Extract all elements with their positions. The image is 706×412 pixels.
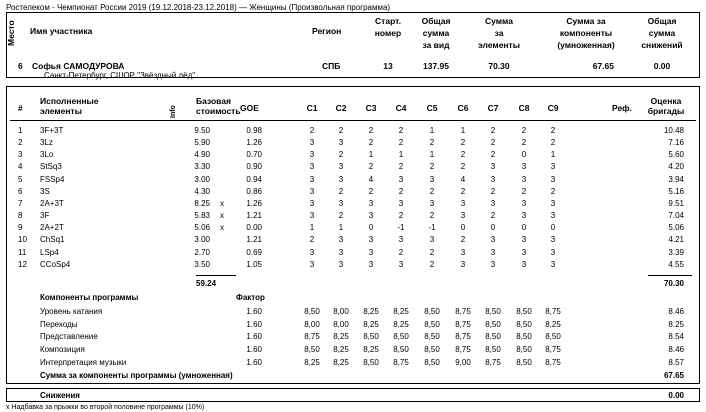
num-header: #: [18, 103, 23, 113]
element-name: CCoSp4: [40, 259, 71, 269]
component-name: Представление: [40, 332, 98, 342]
elements-base-total: 59.24: [196, 279, 217, 288]
score-header-2: бригады: [647, 106, 685, 116]
component-judge-score: 8,50: [485, 319, 501, 329]
judge-score: 3: [338, 174, 344, 184]
base-total-rule: [196, 275, 236, 276]
elements-header-2: за: [494, 28, 504, 38]
judge-score: 2: [490, 150, 496, 160]
judge-score: 3: [368, 235, 374, 245]
element-name: StSq3: [40, 162, 62, 172]
element-base-value: 3.00: [194, 235, 210, 245]
element-base-value: 9.50: [194, 126, 210, 135]
components-title: Компоненты программы: [40, 293, 139, 302]
component-judge-score: 8,50: [363, 332, 379, 342]
element-name: 2A+3T: [40, 198, 64, 208]
component-factor: 1.60: [246, 307, 262, 316]
judge-score: 3: [309, 247, 315, 257]
judge-score: 2: [490, 138, 496, 148]
judge-score: 3: [398, 174, 404, 184]
component-judge-score: 8,50: [485, 332, 501, 342]
total-header-1: Общая: [421, 16, 451, 26]
judge-score: 3: [368, 198, 374, 208]
elements-col-header-2: элементы: [40, 106, 82, 116]
judge-score: 1: [368, 150, 374, 160]
judge-score: 3: [309, 174, 315, 184]
component-judge-score: 8,00: [333, 307, 349, 316]
info-header: Info: [170, 105, 177, 118]
judge-score: 2: [460, 162, 466, 172]
judge-score: 2: [398, 138, 404, 148]
element-goe: 0.69: [246, 247, 262, 257]
deductions-header-3: снижений: [641, 40, 683, 50]
component-judge-score: 8,25: [333, 332, 349, 342]
judge-score: 2: [521, 138, 527, 148]
judge-score: 3: [338, 138, 344, 148]
factor-header: Фактор: [236, 293, 265, 302]
component-score: 8.54: [668, 332, 684, 342]
component-judge-score: 8,25: [333, 357, 349, 367]
judge-score: 3: [398, 198, 404, 208]
component-factor: 1.60: [246, 345, 262, 355]
element-score: 10.48: [663, 126, 684, 135]
judge-score: -1: [428, 223, 436, 233]
judge-score: 2: [521, 186, 527, 196]
component-judge-score: 8,25: [363, 345, 379, 355]
components-total-label: Сумма за компоненты программы (умноженная): [40, 371, 233, 380]
element-score: 7.04: [668, 211, 684, 221]
skater-name: Софья САМОДУРОВА: [32, 61, 125, 71]
judge-score: 0: [490, 223, 496, 233]
component-judge-score: 8,25: [363, 307, 379, 316]
component-judge-score: 8,75: [545, 345, 561, 355]
judge-score: 3: [550, 247, 556, 257]
element-goe: 1.21: [246, 235, 262, 245]
component-factor: 1.60: [246, 319, 262, 329]
judge-score: 3: [521, 259, 527, 269]
component-score: 8.57: [668, 357, 684, 367]
judge-score: 1: [550, 150, 556, 160]
goe-header: GOE: [240, 103, 259, 113]
elements-header-3: элементы: [478, 40, 520, 50]
judge-score: 1: [338, 223, 344, 233]
judge-score: 3: [368, 259, 374, 269]
element-score: 4.55: [668, 259, 684, 269]
judge-score: 3: [460, 198, 466, 208]
components-header-1: Сумма за: [566, 16, 606, 26]
judge-score: 3: [429, 174, 435, 184]
skater-components-score: 67.65: [592, 61, 614, 71]
judge-score: 2: [550, 138, 556, 148]
element-base-value: 8.25: [194, 198, 210, 208]
judge-score: 2: [460, 186, 466, 196]
skater-total: 137.95: [423, 61, 449, 71]
judge-score: 3: [521, 211, 527, 221]
bonus-marker: x: [220, 223, 224, 233]
component-name: Переходы: [40, 319, 78, 329]
component-score: 8.46: [668, 307, 684, 316]
skater-club: Санкт-Петербург, СШОР "Звёздный лёд": [44, 71, 196, 80]
judge-score: 3: [521, 174, 527, 184]
component-judge-score: 8,50: [516, 357, 532, 367]
element-score: 4.20: [668, 162, 684, 172]
element-score: 3.94: [668, 174, 684, 184]
element-base-value: 2.70: [194, 247, 210, 257]
component-judge-score: 8,50: [516, 332, 532, 342]
skater-deductions: 0.00: [653, 61, 671, 71]
judge-score: 3: [490, 259, 496, 269]
component-name: Композиция: [40, 345, 85, 355]
name-header: Имя участника: [30, 26, 93, 36]
element-name: ChSq1: [40, 235, 65, 245]
element-goe: 1.21: [246, 211, 262, 221]
judge-score: 2: [368, 162, 374, 172]
components-header-2: компоненты: [559, 28, 613, 38]
judge-score: 3: [338, 198, 344, 208]
judge-score: 3: [338, 235, 344, 245]
component-judge-score: 8,75: [545, 307, 561, 316]
component-judge-score: 8,75: [455, 319, 471, 329]
judge-score: 3: [368, 247, 374, 257]
bonus-marker: x: [220, 211, 224, 221]
element-number: 10: [18, 235, 27, 245]
component-judge-score: 8,50: [424, 357, 440, 367]
element-name: LSp4: [40, 247, 59, 257]
judge-score: 1: [309, 223, 315, 233]
element-number: 1: [18, 126, 23, 135]
components-total-value: 67.65: [663, 371, 684, 380]
judge-score: 3: [490, 162, 496, 172]
element-score: 5.60: [668, 150, 684, 160]
score-header-1: Оценка: [650, 96, 682, 106]
judge-score: 2: [490, 211, 496, 221]
skater-region: СПБ: [322, 61, 341, 71]
component-judge-score: 8,50: [363, 357, 379, 367]
element-number: 4: [18, 162, 23, 172]
footnote: x Надбавка за прыжки во второй половине программы (10%): [6, 404, 205, 411]
score-total-rule: [648, 275, 692, 276]
judge-header-2: С2: [335, 103, 347, 113]
judge-score: 3: [550, 162, 556, 172]
component-factor: 1.60: [246, 357, 262, 367]
element-goe: 0.90: [246, 162, 262, 172]
element-goe: 0.98: [246, 126, 262, 135]
component-judge-score: 8,25: [363, 319, 379, 329]
element-name: FSSp4: [40, 174, 65, 184]
place-header: Место: [6, 20, 16, 46]
judge-score: 3: [490, 247, 496, 257]
component-judge-score: 8,50: [516, 319, 532, 329]
element-number: 3: [18, 150, 23, 160]
judge-score: 3: [550, 174, 556, 184]
deductions-box: [6, 388, 700, 402]
judge-score: 3: [429, 235, 435, 245]
element-score: 4.21: [668, 235, 684, 245]
element-goe: 1.05: [246, 259, 262, 269]
judge-header-5: С5: [426, 103, 438, 113]
component-score: 8.46: [668, 345, 684, 355]
judge-score: 2: [460, 150, 466, 160]
judge-score: 3: [521, 247, 527, 257]
judge-score: 2: [429, 259, 435, 269]
element-goe: 1.26: [246, 138, 262, 148]
element-number: 7: [18, 198, 23, 208]
judge-header-9: С9: [547, 103, 559, 113]
component-judge-score: 8,25: [304, 357, 320, 367]
element-base-value: 5.06: [194, 223, 210, 233]
judge-score: 2: [398, 126, 404, 135]
judge-score: 2: [338, 186, 344, 196]
component-judge-score: 8,75: [455, 307, 471, 316]
component-judge-score: 8,50: [424, 319, 440, 329]
element-base-value: 3.30: [194, 162, 210, 172]
judge-score: 3: [521, 198, 527, 208]
component-judge-score: 8,75: [393, 357, 409, 367]
element-base-value: 4.30: [194, 186, 210, 196]
judge-score: 0: [460, 223, 466, 233]
component-judge-score: 8,50: [424, 345, 440, 355]
judge-score: 2: [550, 126, 556, 135]
region-header: Регион: [312, 26, 342, 36]
judge-score: 2: [521, 126, 527, 135]
judge-score: 0: [521, 150, 527, 160]
elements-header-1: Сумма: [485, 16, 513, 26]
judge-header-4: С4: [395, 103, 407, 113]
judge-score: 3: [309, 162, 315, 172]
element-goe: 0.00: [246, 223, 262, 233]
element-goe: 0.86: [246, 186, 262, 196]
judge-score: 1: [429, 126, 435, 135]
judge-score: 2: [460, 138, 466, 148]
ref-header: Реф.: [612, 103, 632, 113]
judge-score: 2: [398, 247, 404, 257]
component-name: Уровень катания: [40, 307, 103, 316]
judge-score: 2: [429, 186, 435, 196]
element-score: 7.16: [668, 138, 684, 148]
element-name: 3Lz: [40, 138, 53, 148]
component-judge-score: 8,75: [455, 345, 471, 355]
start-header-1: Старт.: [375, 16, 401, 26]
skater-elements-score: 70.30: [488, 61, 510, 71]
judge-header-6: С6: [457, 103, 469, 113]
judge-score: 3: [309, 186, 315, 196]
element-number: 5: [18, 174, 23, 184]
judge-score: 3: [338, 247, 344, 257]
component-judge-score: 9,00: [455, 357, 471, 367]
judge-score: 2: [460, 235, 466, 245]
deductions-label: Снижения: [40, 391, 80, 400]
component-judge-score: 8,75: [455, 332, 471, 342]
element-score: 5.06: [668, 223, 684, 233]
element-goe: 1.26: [246, 198, 262, 208]
element-number: 6: [18, 186, 23, 196]
judge-score: 2: [429, 138, 435, 148]
competition-title: Ростелеком - Чемпионат России 2019 (19.12.2018-23.12.2018) — Женщины (Произвольная программа): [6, 3, 391, 12]
component-judge-score: 8,50: [304, 345, 320, 355]
judge-score: 3: [368, 211, 374, 221]
deductions-header-1: Общая: [647, 16, 677, 26]
element-name: 2A+2T: [40, 223, 64, 233]
component-judge-score: 8,75: [485, 357, 501, 367]
judge-score: 3: [550, 198, 556, 208]
judge-score: 3: [521, 162, 527, 172]
judge-score: 2: [398, 186, 404, 196]
component-judge-score: 8,50: [545, 332, 561, 342]
element-base-value: 5.83: [194, 211, 210, 221]
element-name: 3F: [40, 211, 50, 221]
element-base-value: 3.00: [194, 174, 210, 184]
skater-start-no: 13: [383, 61, 393, 71]
element-base-value: 5.90: [194, 138, 210, 148]
judge-score: 3: [490, 174, 496, 184]
element-name: 3F+3T: [40, 126, 64, 135]
judge-score: 3: [309, 198, 315, 208]
judge-header-8: С8: [518, 103, 530, 113]
judge-score: 2: [429, 211, 435, 221]
component-judge-score: 8,00: [333, 319, 349, 329]
judge-header-3: С3: [365, 103, 377, 113]
header-rule: [10, 120, 696, 121]
judge-score: 3: [398, 259, 404, 269]
component-score: 8.25: [668, 319, 684, 329]
component-judge-score: 8,50: [424, 332, 440, 342]
judge-score: 2: [309, 126, 315, 135]
judge-score: 1: [460, 126, 466, 135]
component-judge-score: 8,25: [393, 307, 409, 316]
element-name: 3Lo: [40, 150, 54, 160]
total-header-3: за вид: [422, 40, 450, 50]
judge-score: 3: [309, 150, 315, 160]
component-judge-score: 8,50: [485, 345, 501, 355]
element-number: 2: [18, 138, 23, 148]
element-base-value: 3.50: [194, 259, 210, 269]
element-number: 12: [18, 259, 27, 269]
judge-score: 1: [398, 150, 404, 160]
components-header-3: (умноженная): [557, 40, 615, 50]
component-judge-score: 8,50: [304, 307, 320, 316]
judge-score: 3: [490, 198, 496, 208]
judge-score: 0: [521, 223, 527, 233]
judge-score: 2: [490, 126, 496, 135]
component-judge-score: 8,50: [393, 345, 409, 355]
judge-score: 2: [550, 186, 556, 196]
judge-score: 3: [490, 235, 496, 245]
element-base-value: 4.90: [194, 150, 210, 160]
elements-col-header-1: Исполненные: [40, 96, 99, 106]
total-header-2: сумма: [422, 28, 450, 38]
element-number: 8: [18, 211, 23, 221]
judge-score: 0: [368, 223, 374, 233]
judge-score: 4: [368, 174, 374, 184]
skater-place: 6: [18, 61, 23, 71]
base-header-1: Базовая: [196, 96, 231, 106]
component-judge-score: 8,75: [304, 332, 320, 342]
base-header-2: стоимость: [196, 106, 241, 116]
judge-score: 3: [398, 235, 404, 245]
judge-score: 3: [460, 247, 466, 257]
judge-score: 2: [398, 162, 404, 172]
judge-score: 2: [368, 138, 374, 148]
judge-score: 3: [309, 259, 315, 269]
component-judge-score: 8,00: [304, 319, 320, 329]
judge-score: 3: [550, 259, 556, 269]
elements-total: 70.30: [663, 279, 684, 288]
judge-score: 3: [460, 259, 466, 269]
judge-score: 2: [338, 211, 344, 221]
element-goe: 0.94: [246, 174, 262, 184]
judge-score: 3: [338, 259, 344, 269]
deductions-value: 0.00: [668, 391, 684, 400]
judge-score: 2: [338, 126, 344, 135]
judge-header-1: С1: [306, 103, 318, 113]
details-box: [6, 86, 700, 384]
element-number: 9: [18, 223, 23, 233]
bonus-marker: x: [220, 198, 224, 208]
element-number: 11: [18, 247, 27, 257]
element-score: 9.51: [668, 198, 684, 208]
judge-score: 3: [460, 211, 466, 221]
judge-header-7: С7: [487, 103, 499, 113]
judge-score: 2: [338, 150, 344, 160]
start-header-2: номер: [374, 28, 402, 38]
judge-score: -1: [397, 223, 405, 233]
component-judge-score: 8,75: [545, 357, 561, 367]
judge-score: 2: [309, 235, 315, 245]
component-judge-score: 8,50: [424, 307, 440, 316]
judge-score: 2: [368, 186, 374, 196]
judge-score: 3: [550, 211, 556, 221]
component-judge-score: 8,25: [393, 319, 409, 329]
deductions-header-2: сумма: [648, 28, 676, 38]
judge-score: 4: [460, 174, 466, 184]
judge-score: 3: [309, 138, 315, 148]
element-score: 3.39: [668, 247, 684, 257]
component-judge-score: 8,50: [485, 307, 501, 316]
component-factor: 1.60: [246, 332, 262, 342]
judge-score: 0: [550, 223, 556, 233]
judge-score: 2: [429, 162, 435, 172]
judge-score: 2: [490, 186, 496, 196]
judge-score: 2: [368, 126, 374, 135]
judge-score: 3: [338, 162, 344, 172]
component-judge-score: 8,50: [516, 307, 532, 316]
judge-score: 3: [550, 235, 556, 245]
element-goe: 0.70: [246, 150, 262, 160]
judge-score: 3: [309, 211, 315, 221]
component-judge-score: 8,25: [545, 319, 561, 329]
element-score: 5.16: [668, 186, 684, 196]
judge-score: 2: [398, 211, 404, 221]
judge-score: 3: [521, 235, 527, 245]
element-name: 3S: [40, 186, 50, 196]
component-name: Интерпретация музыки: [40, 357, 127, 367]
component-judge-score: 8,50: [393, 332, 409, 342]
judge-score: 1: [429, 150, 435, 160]
judge-score: 3: [429, 198, 435, 208]
component-judge-score: 8,25: [333, 345, 349, 355]
component-judge-score: 8,50: [516, 345, 532, 355]
judge-score: 2: [429, 247, 435, 257]
